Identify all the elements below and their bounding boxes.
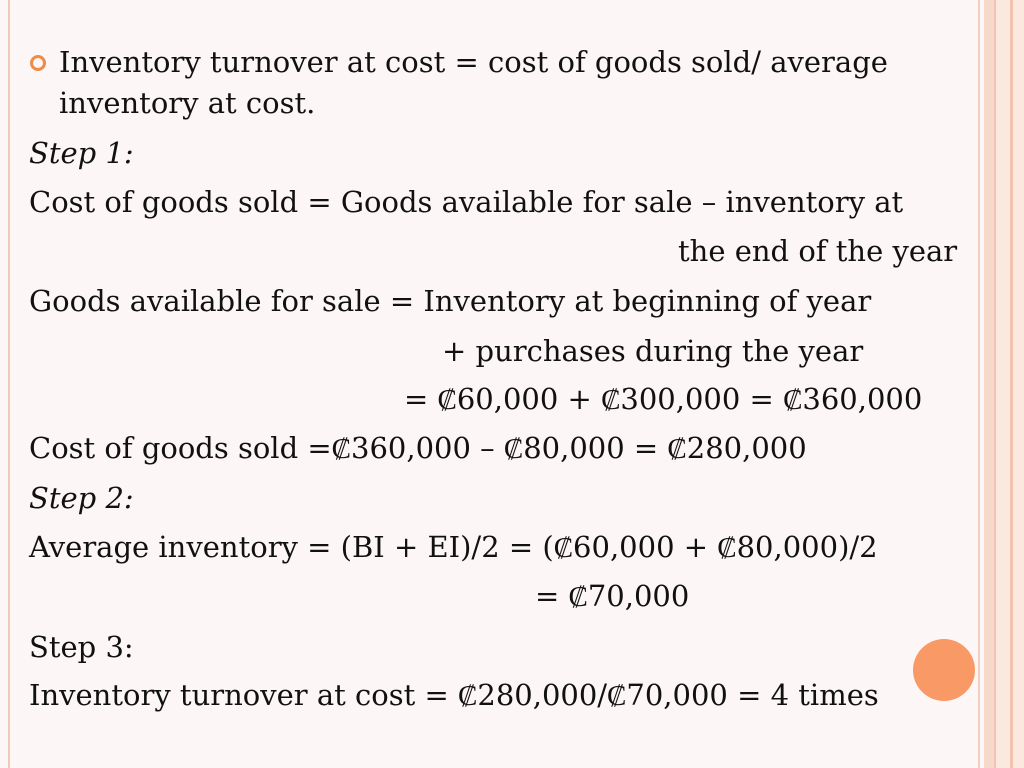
right-border-stripe [996, 0, 1010, 768]
bullet-icon [30, 55, 46, 71]
goods-available-line-1: Goods available for sale = Inventory at beginning of year [29, 284, 872, 318]
right-border-stripe [984, 0, 994, 768]
right-border-stripe [978, 0, 980, 768]
step-3-heading: Step 3: [29, 630, 134, 664]
step-1-heading: Step 1: [29, 136, 134, 170]
step-2-heading: Step 2: [29, 481, 134, 515]
goods-available-line-2: + purchases during the year [442, 334, 864, 368]
right-border-stripe [1013, 0, 1024, 768]
goods-available-line-3: = ₡60,000 + ₡300,000 = ₡360,000 [404, 382, 923, 416]
decorative-circle [913, 639, 975, 701]
left-border-rule [8, 0, 10, 768]
cogs-definition-line-2: the end of the year [678, 234, 958, 268]
cogs-calculation: Cost of goods sold =₡360,000 – ₡80,000 = ₡280,000 [29, 431, 807, 465]
bullet-text-line-1: Inventory turnover at cost = cost of goods sold/ average [59, 45, 888, 79]
bullet-text-line-2: inventory at cost. [59, 86, 316, 120]
average-inventory-line-2: = ₡70,000 [535, 579, 690, 613]
turnover-calculation: Inventory turnover at cost = ₡280,000/₡70,000 = 4 times [29, 678, 879, 712]
average-inventory-line-1: Average inventory = (BI + EI)/2 = (₡60,000 + ₡80,000)/2 [29, 530, 878, 564]
cogs-definition-line-1: Cost of goods sold = Goods available for sale – inventory at [29, 185, 904, 219]
